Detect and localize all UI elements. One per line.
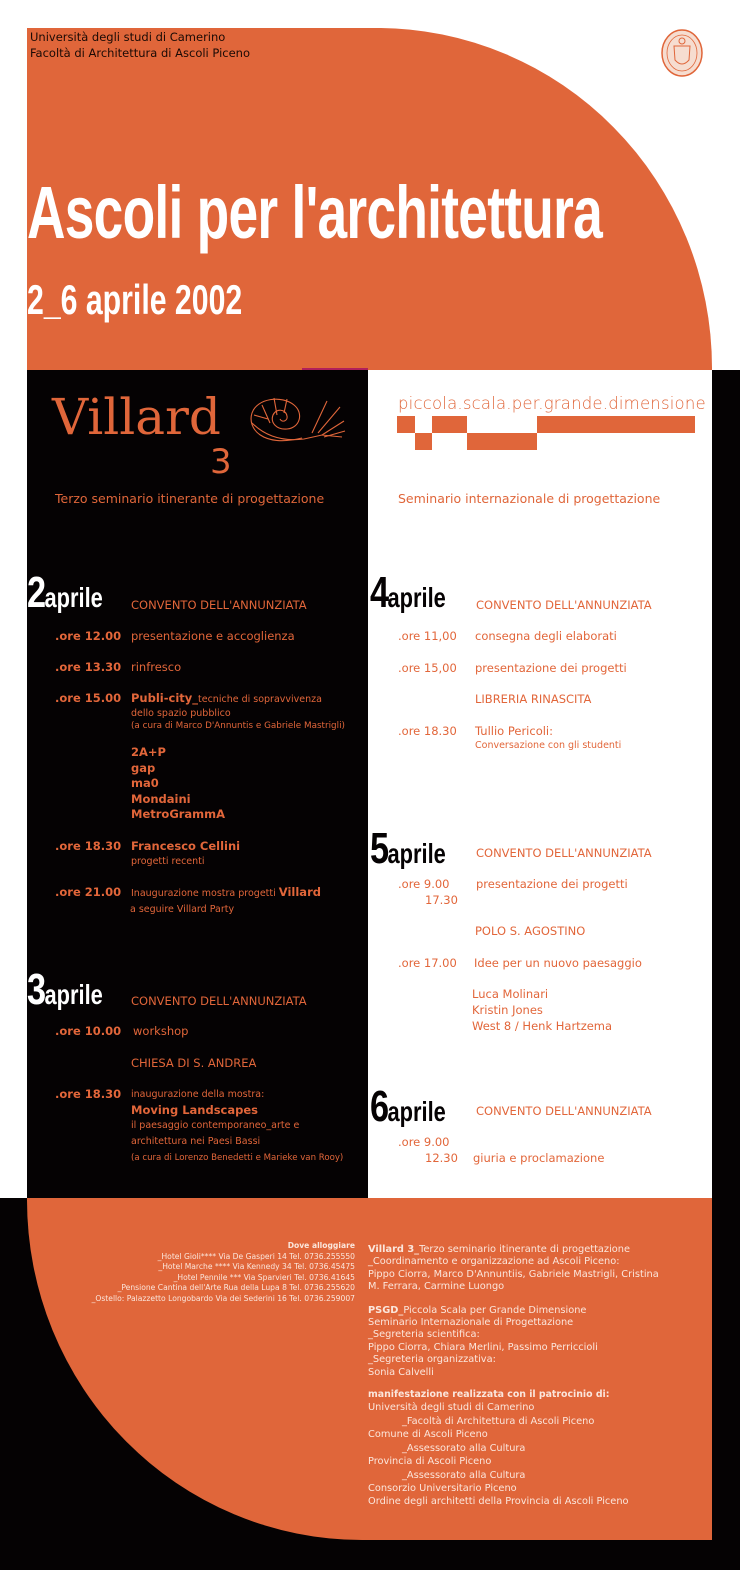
patron: Provincia di Ascoli Piceno [368, 1456, 492, 1468]
event-text: Conversazione con gli studenti [475, 740, 622, 751]
lodging-item: _Hotel Gioli**** Via De Gasperi 14 Tel. 0736.255550 [157, 1251, 355, 1261]
event-text: Idee per un nuovo paesaggio [474, 956, 642, 970]
credit-line: _Segreteria scientifica: [368, 1329, 480, 1341]
venue: LIBRERIA RINASCITA [475, 692, 592, 706]
villard-subtitle: Terzo seminario itinerante di progettazione [55, 491, 325, 506]
event-time: .ore 15.00 [55, 691, 122, 705]
credit-line: _Segreteria organizzativa: [368, 1354, 496, 1366]
event-time: .ore 18.30 [55, 1087, 122, 1101]
event-text: presentazione dei progetti [475, 661, 627, 675]
venue: POLO S. AGOSTINO [475, 924, 586, 938]
group-name: Mondaini [131, 792, 191, 806]
event-time: .ore 15,00 [398, 661, 457, 675]
psgd-subtitle: Seminario internazionale di progettazione [398, 491, 661, 506]
lodging-title: Dove alloggiare [287, 1241, 355, 1250]
speaker: Kristin Jones [472, 1003, 543, 1017]
event-text: consegna degli elaborati [475, 629, 617, 643]
credit-line: Pippo Ciorra, Marco D'Annuntiis, Gabriele Mastrigli, Cristina [368, 1268, 659, 1280]
speaker: West 8 / Henk Hartzema [472, 1019, 613, 1033]
event-time: .ore 12.00 [55, 629, 122, 643]
event-text: presentazione dei progetti [476, 877, 628, 891]
lodging-item: _Pensione Cantina dell'Arte Rua della Lupa 8 Tel. 0736.255620 [117, 1283, 355, 1293]
event-time: 17.30 [425, 893, 458, 907]
group-name: MetroGrammA [131, 807, 226, 821]
event-text: a seguire Villard Party [130, 904, 235, 915]
poster-title: Ascoli per l'architettura [27, 171, 603, 254]
event-text: inaugurazione della mostra: [131, 1089, 265, 1100]
day-heading-2: 2aprile [27, 568, 103, 617]
group-name: gap [131, 761, 156, 775]
lodging-item: _Ostello: Palazzetto Longobardo Via dei Sederini 16 Tel. 0736.259007 [91, 1293, 355, 1303]
event-time: 12.30 [425, 1151, 458, 1165]
snail-icon [242, 393, 347, 453]
accent-line [302, 368, 368, 370]
day-heading-5: 5aprile [370, 824, 446, 873]
psgd-pattern-block [467, 433, 537, 450]
event-text: Inaugurazione mostra progetti Villard [131, 885, 321, 899]
psgd-pattern-block [537, 416, 695, 433]
group-name: ma0 [131, 776, 159, 790]
lodging-item: _Hotel Pennile *** Via Sparvieri Tel. 0736.41645 [173, 1272, 355, 1282]
credit-line: M. Ferrara, Carmine Luongo [368, 1281, 505, 1293]
day-heading-3: 3aprile [27, 965, 103, 1014]
patron-sub: _Assessorato alla Cultura [402, 1469, 526, 1481]
university-name: Università degli studi di Camerino [30, 30, 226, 44]
credit-line: Seminario Internazionale di Progettazione [368, 1317, 574, 1329]
psgd-pattern-block [432, 416, 467, 433]
lodging-list [92, 1241, 355, 1305]
lodging-item: _Hotel Marche **** Via Kennedy 34 Tel. 0736.45475 [158, 1262, 355, 1272]
venue: CONVENTO DELL'ANNUNZIATA [131, 598, 307, 612]
event-title: Francesco Cellini [131, 839, 241, 853]
event-time: .ore 9.00 [398, 1135, 450, 1149]
event-text: giuria e proclamazione [473, 1151, 605, 1165]
patron: Consorzio Universitario Piceno [368, 1482, 517, 1494]
event-text: presentazione e accoglienza [131, 629, 295, 643]
psgd-logo: piccola.scala.per.grande.dimensione [398, 394, 706, 413]
credit-line: _Coordinamento e organizzazione ad Ascoli Piceno: [368, 1256, 620, 1268]
event-note: (a cura di Lorenzo Benedetti e Marieke van Rooy) [131, 1153, 344, 1163]
event-title: Moving Landscapes [131, 1103, 259, 1117]
event-text: rinfresco [131, 660, 182, 674]
event-time: .ore 10.00 [55, 1024, 122, 1038]
event-time: .ore 18.30 [398, 724, 457, 738]
speaker: Luca Molinari [472, 987, 549, 1001]
patron: Ordine degli architetti della Provincia di Ascoli Piceno [368, 1496, 629, 1508]
venue: CONVENTO DELL'ANNUNZIATA [476, 846, 652, 860]
villard-logo: Villard [52, 388, 221, 446]
day-heading-4: 4aprile [370, 568, 446, 617]
credits [368, 1244, 659, 1509]
event-time: .ore 18.30 [55, 839, 122, 853]
event-text: il paesaggio contemporaneo_arte e [131, 1120, 300, 1131]
event-text: progetti recenti [131, 856, 205, 867]
psgd-pattern-block [415, 433, 432, 450]
patron-sub: _Assessorato alla Cultura [402, 1442, 526, 1454]
venue: CONVENTO DELL'ANNUNZIATA [476, 598, 652, 612]
event-time: .ore 9.00 [398, 877, 450, 891]
group-name: 2A+P [131, 745, 166, 759]
villard-number: 3 [210, 442, 232, 482]
faculty-name: Facoltà di Architettura di Ascoli Piceno [30, 46, 251, 60]
day-heading-6: 6aprile [370, 1082, 446, 1131]
patron: Università degli studi di Camerino [368, 1402, 535, 1414]
credit-line: Sonia Calvelli [368, 1366, 434, 1378]
event-time: .ore 21.00 [55, 885, 122, 899]
event-time: .ore 11,00 [398, 629, 457, 643]
villard-credit-heading: Villard 3_Terzo seminario itinerante di progettazione [368, 1244, 631, 1255]
credit-line: Pippo Ciorra, Chiara Merlini, Passimo Perriccioli [368, 1341, 598, 1353]
venue: CONVENTO DELL'ANNUNZIATA [131, 994, 307, 1008]
university-seal-icon [660, 28, 704, 78]
event-text: workshop [133, 1024, 189, 1038]
psgd-pattern-block [397, 416, 415, 433]
event-text: architettura nei Paesi Bassi [131, 1136, 261, 1147]
venue: CHIESA DI S. ANDREA [131, 1056, 257, 1070]
psgd-credit-heading: PSGD_Piccola Scala per Grande Dimensione [368, 1304, 587, 1316]
patron-sub: _Facoltà di Architettura di Ascoli Piceno [402, 1415, 595, 1427]
event-text: dello spazio pubblico [131, 708, 231, 719]
poster-dates: 2_6 aprile 2002 [27, 276, 243, 323]
event-title: Tullio Pericoli: [475, 724, 553, 738]
patron-title: manifestazione realizzata con il patrocinio di: [368, 1389, 610, 1401]
event-time: .ore 13.30 [55, 660, 122, 674]
patron: Comune di Ascoli Piceno [368, 1429, 488, 1441]
event-note: (a cura di Marco D'Annuntis e Gabriele Mastrigli) [131, 721, 345, 731]
event-time: .ore 17.00 [398, 956, 457, 970]
event-text: Publi-city_tecniche di sopravvivenza [131, 691, 322, 705]
venue: CONVENTO DELL'ANNUNZIATA [476, 1104, 652, 1118]
